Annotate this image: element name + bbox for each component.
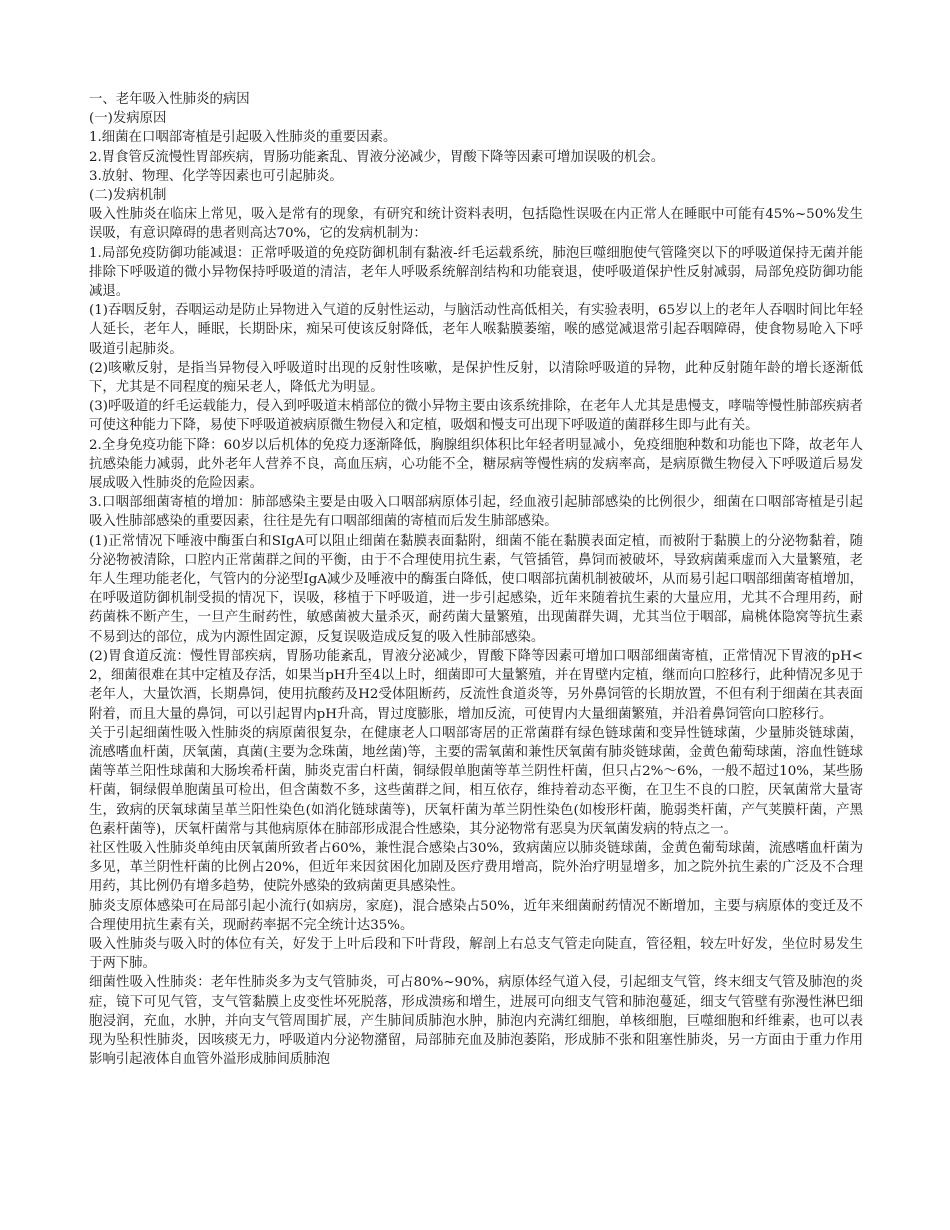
list-item: 2.胃食管反流慢性胃部疾病，胃肠功能紊乱、胃液分泌减少，胃酸下降等因素可增加误吸的机会。: [89, 149, 665, 165]
body-paragraph: (1)吞咽反射，吞咽运动是防止异物进入气道的反射性运动，与脑活动性高低相关，有实验表明，65岁以上的老年人吞咽时间比年轻人延长，老年人，睡眠，长期卧床，痴呆可使该反射降低，老年人喉黏膜萎缩，喉的感觉减退常引起吞咽障碍，使食物易呛入下呼吸道引起肺炎。: [89, 303, 863, 357]
body-paragraph: (2)咳嗽反射，是指当异物侵入呼吸道时出现的反射性咳嗽，是保护性反射，以清除呼吸道的异物，此种反射随年龄的增长逐渐低下，尤其是不同程度的痴呆老人，降低尤为明显。: [89, 360, 863, 396]
subsection-heading: (一)发病原因: [89, 111, 167, 127]
body-paragraph: 3.口咽部细菌寄植的增加：肺部感染主要是由吸入口咽部病原体引起，经血液引起肺部感染的比例很少，细菌在口咽部寄植是引起吸入性肺部感染的重要因素，往往是先有口咽部细菌的寄植而后发生肺部感染。: [89, 495, 863, 530]
body-paragraph: 关于引起细菌性吸入性肺炎的病原菌很复杂，在健康老人口咽部寄居的正常菌群有绿色链球菌和变异性链球菌，少量肺炎链球菌，流感嗜血杆菌，厌氧菌，真菌(主要为念珠菌，地丝菌)等，主要的需氧菌和兼性厌氧菌有肺炎链球菌，金黄色葡萄球菌，溶血性链球菌等革兰阳性球菌和大肠埃希杆菌，肺炎克雷白杆菌，铜绿假单胞菌等革兰阴性杆菌，但只占2%～6%，一般不超过10%，某些肠杆菌，铜绿假单胞菌虽可检出，但含菌数不多，这些菌群之间，相互依存，维持着动态平衡，在卫生不良的口腔，厌氧菌常大量寄生，致病的厌氧球菌呈革兰阳性染色(如消化链球菌等)，厌氧杆菌为革兰阴性染色(如梭形杆菌，脆弱类杆菌，产气荚膜杆菌，产黑色素杆菌等)，厌氧杆菌常与其他病原体在肺部形成混合性感染，其分泌物常有恶臭为厌氧菌发病的特点之一。: [89, 725, 863, 837]
body-paragraph: 吸入性肺炎与吸入时的体位有关，好发于上叶后段和下叶背段，解剖上右总支气管走向陡直，管径粗，较左叶好发，坐位时易发生于两下肺。: [89, 936, 863, 972]
document-body: [89, 90, 863, 1069]
body-paragraph: 1.局部免疫防御功能减退：正常呼吸道的免疫防御机制有黏液-纤毛运载系统，肺泡巨噬细胞使气管隆突以下的呼吸道保持无菌并能排除下呼吸道的微小异物保持呼吸道的清洁，老年人呼吸系统解剖结构和功能衰退，使呼吸道保护性反射减弱，局部免疫防御功能减退。: [89, 245, 863, 300]
section-heading: 一、老年吸入性肺炎的病因: [89, 92, 250, 107]
body-paragraph: 肺炎支原体感染可在局部引起小流行(如病房，家庭)，混合感染占50%，近年来细菌耐药情况不断增加，主要与病原体的变迁及不合理使用抗生素有关，现耐药率据不完全统计达35%。: [89, 898, 863, 933]
body-paragraph: 细菌性吸入性肺炎：老年性肺炎多为支气管肺炎，可占80%~90%，病原体经气道入侵，引起细支气管，终末细支气管及肺泡的炎症，镜下可见气管，支气管黏膜上皮变性坏死脱落，形成溃疡和增生，进展可向细支气管和肺泡蔓延，细支气管壁有弥漫性淋巴细胞浸润，充血，水肿，并向支气管周围扩展，产生肺间质肺泡水肿，肺泡内充满红细胞，单核细胞，巨噬细胞和纤维素，也可以表现为坠积性肺炎，因咳痰无力，呼吸道内分泌物潴留，局部肺充血及肺泡萎陷，形成肺不张和阻塞性肺炎，另一方面由于重力作用影响引起液体自血管外溢形成肺间质肺泡: [89, 975, 863, 1068]
list-item: 3.放射、物理、化学等因素也可引起肺炎。: [89, 168, 343, 184]
list-item: 1.细菌在口咽部寄植是引起吸入性肺炎的重要因素。: [89, 130, 397, 146]
body-paragraph: (1)正常情况下唾液中酶蛋白和SIgA可以阻止细菌在黏膜表面黏附，细菌不能在黏膜表面定植，而被附于黏膜上的分泌物黏着，随分泌物被清除，口腔内正常菌群之间的平衡，由于不合理使用抗生素，气管插管，鼻饲而被破坏，导致病菌乘虚而入大量繁殖，老年人生理功能老化，气管内的分泌型IgA减少及唾液中的酶蛋白降低，使口咽部抗菌机制被破坏，从而易引起口咽部细菌寄植增加，在呼吸道防御机制受损的情况下，误吸，移植于下呼吸道，进一步引起感染，近年来随着抗生素的大量应用，尤其不合理用药，耐药菌株不断产生，一旦产生耐药性，敏感菌被大量杀灭，耐药菌大量繁殖，出现菌群失调，尤其当位于咽部，扁桃体隐窝等抗生素不易到达的部位，成为内源性固定源，反复误吸造成反复的吸入性肺部感染。: [89, 533, 863, 645]
body-paragraph: (3)呼吸道的纤毛运载能力，侵入到呼吸道末梢部位的微小异物主要由该系统排除，在老年人尤其是患慢支，哮喘等慢性肺部疾病者可使这种能力下降，易使下呼吸道被病原微生物侵入和定植，吸烟和慢支可出现下呼吸道的菌群移生即与此有关。: [89, 399, 863, 434]
body-paragraph: 社区性吸入性肺炎单纯由厌氧菌所致者占60%，兼性混合感染占30%，致病菌应以肺炎链球菌，金黄色葡萄球菌，流感嗜血杆菌为多见，革兰阴性杆菌的比例占20%，但近年来因贫困化加剧及医疗费用增高，院外治疗明显增多，加之院外抗生素的广泛及不合理用药，其比例仍有增多趋势，使院外感染的致病菌更具感染性。: [89, 840, 863, 895]
subsection-heading: (二)发病机制: [89, 188, 167, 204]
body-paragraph: 吸入性肺炎在临床上常见，吸入是常有的现象，有研究和统计资料表明，包括隐性误吸在内正常人在睡眠中可能有45%~50%发生误吸，有意识障碍的患者则高达70%，它的发病机制为：: [89, 207, 863, 242]
body-paragraph: 2.全身免疫功能下降：60岁以后机体的免疫力逐渐降低，胸腺组织体积比年轻者明显减小，免疫细胞种数和功能也下降，故老年人抗感染能力减弱，此外老年人营养不良，高血压病，心功能不全，糖尿病等慢性病的发病率高，是病原微生物侵入下呼吸道后易发展成吸入性肺炎的危险因素。: [89, 437, 863, 492]
body-paragraph: (2)胃食道反流：慢性胃部疾病，胃肠功能紊乱，胃液分泌减少，胃酸下降等因素可增加口咽部细菌寄植，正常情况下胃液的pH<2，细菌很难在其中定植及存活，如果当pH升至4以上时，细菌即可大量繁殖，并在胃壁内定植，继而向口腔移行，此种情况多见于老年人，大量饮酒，长期鼻饲，使用抗酸药及H2受体阻断药，反流性食道炎等，另外鼻饲管的长期放置，不但有利于细菌在其表面附着，而且大量的鼻饲，可以引起胃内pH升高，胃过度膨胀，增加反流，可使胃内大量细菌繁殖，并沿着鼻饲管向口腔移行。: [89, 648, 863, 722]
